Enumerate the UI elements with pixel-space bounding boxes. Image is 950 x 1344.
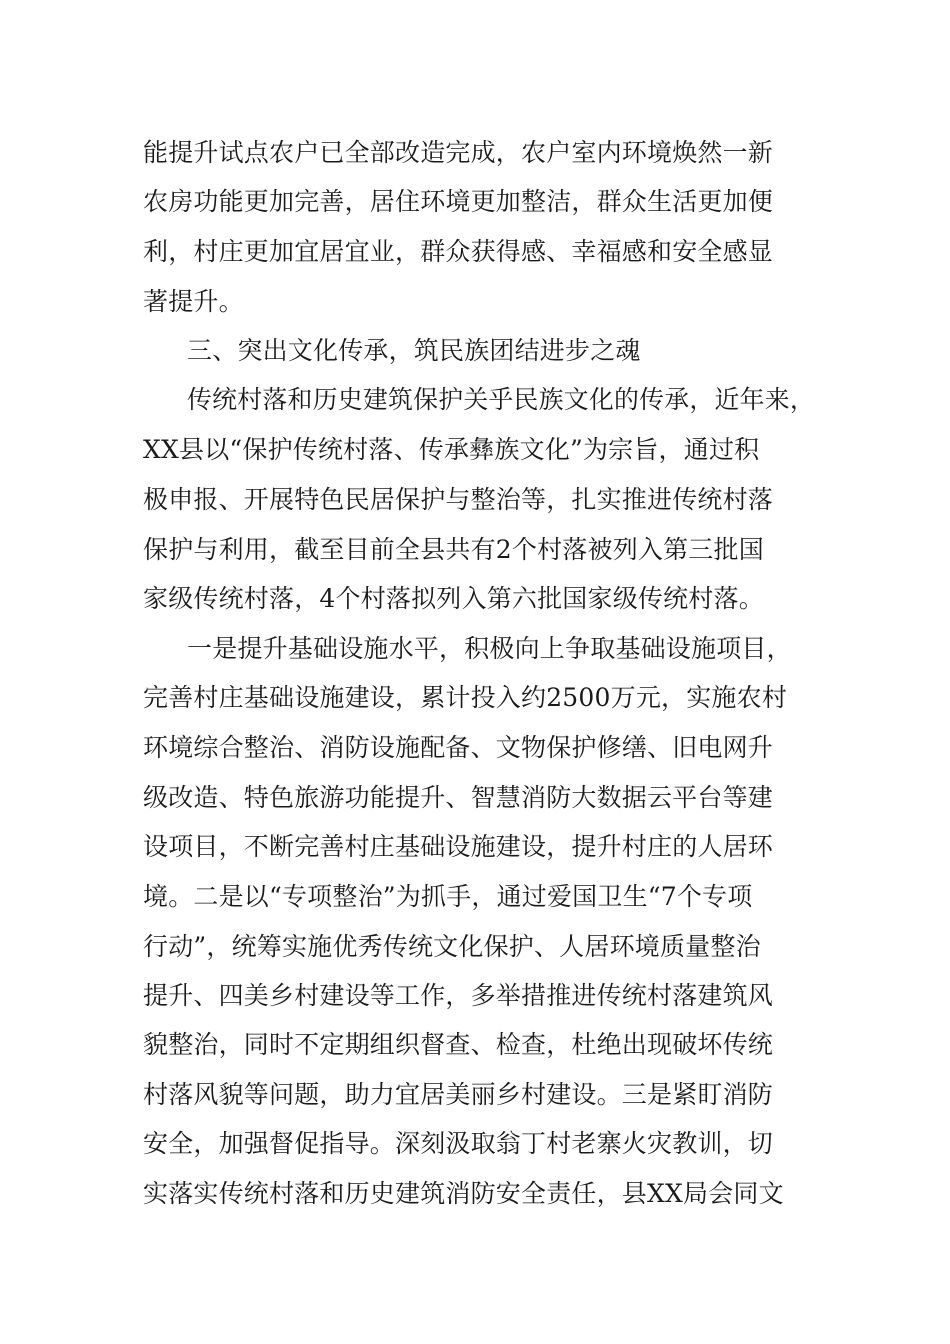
text-line: 村落风貌等问题，助力宜居美丽乡村建设。三是紧盯消防 [143,1080,774,1109]
text-line: 保护与利用，截至目前全县共有2个村落被列入第三批国 [143,535,764,564]
text-line: 环境综合整治、消防设施配备、文物保护修缮、旧电网升 [143,733,774,762]
text-line: 安全，加强督促指导。深刻汲取翁丁村老寨火灾教训，切 [143,1129,774,1158]
text-line: 设项目，不断完善村庄基础设施建设，提升村庄的人居环 [143,832,774,861]
text-line: 提升、四美乡村建设等工作，多举措推进传统村落建筑风 [143,981,774,1010]
text-line: 著提升。 [143,287,244,316]
section-heading: 三、突出文化传承，筑民族团结进步之魂 [187,336,641,365]
text-line: 农房功能更加完善，居住环境更加整洁，群众生活更加便 [143,187,774,216]
text-line: 传统村落和历史建筑保护关乎民族文化的传承，近年来， [187,385,815,414]
text-line: 貌整治，同时不定期组织督查、检查，杜绝出现破坏传统 [143,1030,774,1059]
text-line: 极申报、开展特色民居保护与整治等，扎实推进传统村落 [143,485,774,514]
text-line: 完善村庄基础设施建设，累计投入约2500万元，实施农村 [143,683,788,712]
text-line: 家级传统村落，4个村落拟列入第六批国家级传统村落。 [143,584,764,613]
text-line: 能提升试点农户已全部改造完成，农户室内环境焕然一新 [143,138,774,167]
text-line: 一是提升基础设施水平，积极向上争取基础设施项目， [187,634,792,663]
text-line: 级改造、特色旅游功能提升、智慧消防大数据云平台等建 [143,783,774,812]
text-line: 实落实传统村落和历史建筑消防安全责任，县XX局会同文 [143,1179,784,1208]
text-line: 境。二是以“专项整治”为抓手，通过爱国卫生“7个专项 [143,882,753,911]
text-line: 利，村庄更加宜居宜业，群众获得感、幸福感和安全感显 [143,237,774,266]
text-line: 行动”，统筹实施优秀传统文化保护、人居环境质量整治 [143,932,761,961]
text-line: XX县以“保护传统村落、传承彝族文化”为宗旨，通过积 [143,435,760,464]
